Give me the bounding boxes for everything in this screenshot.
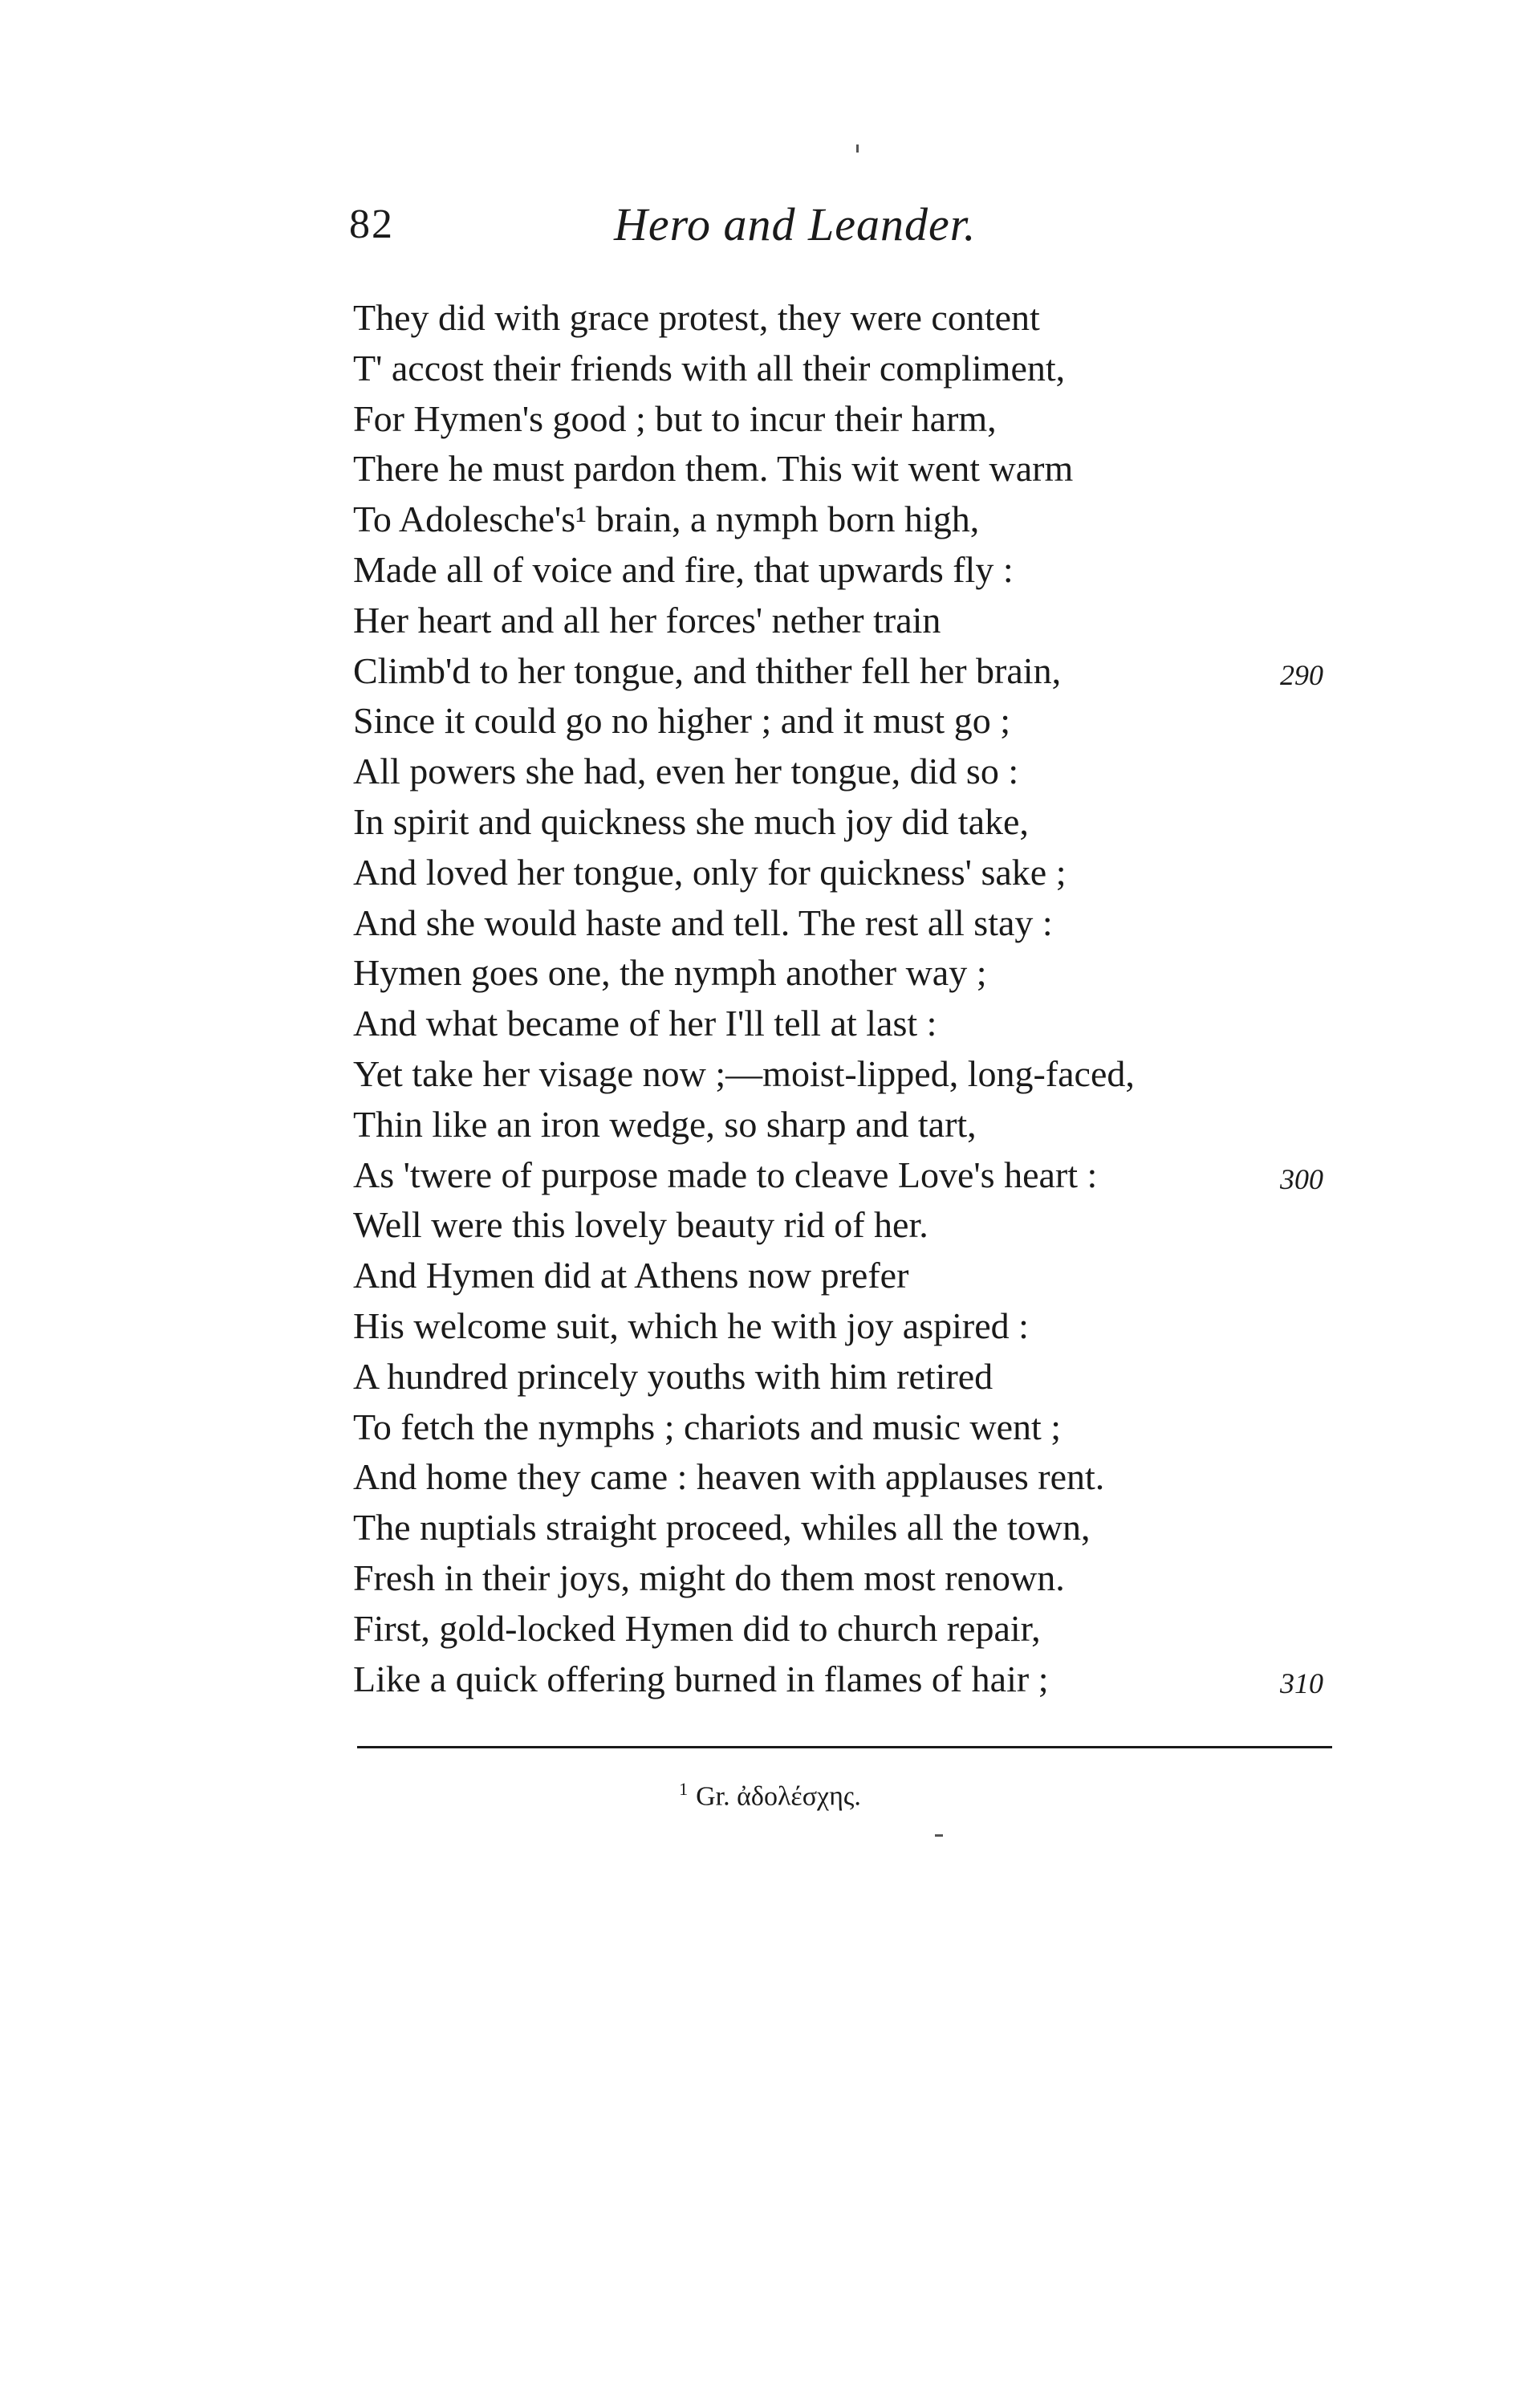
poem-line (353, 898, 1340, 949)
poem-line (353, 1100, 1340, 1150)
page-number: 82 (349, 201, 394, 247)
poem-line (353, 1654, 1340, 1705)
poem-line (353, 1452, 1340, 1503)
poem-line (353, 646, 1340, 697)
poem-body (353, 293, 1340, 1704)
poem-line (353, 797, 1340, 848)
poem-line (353, 545, 1340, 596)
poem-line-text: Since it could go no higher ; and it must go ; (353, 700, 1010, 742)
poem-line (353, 1150, 1340, 1201)
poem-line (353, 1251, 1340, 1301)
footnote-rule (357, 1746, 1332, 1748)
poem-line-text: To Adolesche's¹ brain, a nymph born high, (353, 499, 980, 540)
poem-line-text: First, gold-locked Hymen did to church repair, (353, 1607, 1041, 1649)
poem-line (353, 1553, 1340, 1604)
poem-line-text: All powers she had, even her tongue, did so : (353, 751, 1019, 792)
poem-line-text: And she would haste and tell. The rest all stay : (353, 901, 1053, 943)
ink-speck (856, 144, 859, 153)
line-number: 290 (1280, 658, 1323, 691)
poem-line (353, 747, 1340, 797)
poem-line (353, 444, 1340, 494)
running-title: Hero and Leander. (614, 198, 977, 250)
poem-line-text: The nuptials straight proceed, whiles all the town, (353, 1507, 1091, 1548)
poem-line-text: As 'twere of purpose made to cleave Love's heart : (353, 1154, 1098, 1195)
poem-line (353, 1049, 1340, 1100)
poem-line (353, 394, 1340, 445)
poem-line-text: Yet take her visage now ;—moist-lipped, long-faced, (353, 1052, 1135, 1094)
poem-line-text: Fresh in their joys, might do them most renown. (353, 1557, 1065, 1598)
page-header (349, 198, 1336, 265)
poem-line-text: His welcome suit, which he with joy aspired : (353, 1304, 1029, 1346)
poem-line (353, 596, 1340, 646)
poem-line-text: And home they came : heaven with applauses rent. (353, 1456, 1105, 1498)
poem-line-text: They did with grace protest, they were content (353, 297, 1040, 338)
line-number: 300 (1280, 1162, 1323, 1195)
poem-line (353, 999, 1340, 1049)
poem-line (353, 494, 1340, 545)
poem-line-text: In spirit and quickness she much joy did take, (353, 800, 1029, 842)
line-number: 310 (1280, 1667, 1323, 1699)
poem-line (353, 1352, 1340, 1402)
poem-line-text: Made all of voice and fire, that upwards fly : (353, 548, 1014, 590)
poem-line-text: And loved her tongue, only for quickness' sake ; (353, 851, 1067, 893)
poem-line (353, 1503, 1340, 1553)
poem-line (353, 948, 1340, 999)
poem-line-text: Like a quick offering burned in flames of hair ; (353, 1658, 1049, 1699)
poem-line (353, 1604, 1340, 1654)
poem-line (353, 1402, 1340, 1453)
poem-line-text: Thin like an iron wedge, so sharp and tart, (353, 1103, 977, 1145)
poem-line (353, 1301, 1340, 1352)
footnote-text: Gr. ἀδολέσχης. (696, 1781, 861, 1812)
poem-line (353, 293, 1340, 344)
poem-line-text: Hymen goes one, the nymph another way ; (353, 952, 987, 994)
poem-line-text: To fetch the nymphs ; chariots and music went ; (353, 1406, 1062, 1447)
poem-line-text: There he must pardon them. This wit went warm (353, 448, 1074, 490)
poem-line-text: And what became of her I'll tell at last : (353, 1003, 937, 1044)
poem-line (353, 1200, 1340, 1251)
footnote (0, 1770, 1540, 1816)
ink-speck (935, 1834, 943, 1837)
poem-line-text: Her heart and all her forces' nether train (353, 599, 941, 641)
poem-line-text: T' accost their friends with all their compliment, (353, 347, 1066, 389)
poem-line-text: For Hymen's good ; but to incur their harm, (353, 397, 997, 439)
poem-line (353, 696, 1340, 747)
poem-line-text: And Hymen did at Athens now prefer (353, 1255, 909, 1296)
poem-line (353, 344, 1340, 394)
poem-line-text: A hundred princely youths with him retired (353, 1355, 993, 1397)
footnote-marker: 1 (679, 1779, 689, 1799)
poem-line-text: Well were this lovely beauty rid of her. (353, 1204, 928, 1246)
poem-line (353, 848, 1340, 898)
poem-line-text: Climb'd to her tongue, and thither fell her brain, (353, 649, 1062, 691)
